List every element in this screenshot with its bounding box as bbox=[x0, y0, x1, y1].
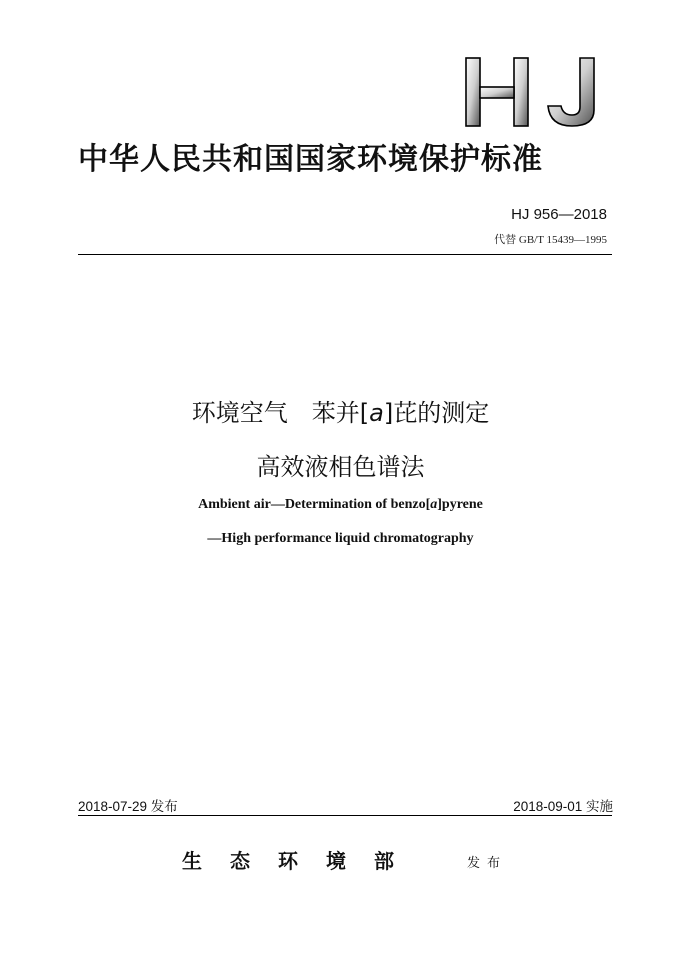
chinese-title-line-1 bbox=[0, 393, 681, 428]
title-cn-italic: a bbox=[369, 399, 384, 427]
issuing-ministry: 生态环境部 bbox=[182, 849, 422, 873]
standard-number: HJ 956—2018 bbox=[511, 206, 607, 223]
replaces-standard: 代替 GB/T 15439—1995 bbox=[494, 234, 607, 246]
english-title-line-1 bbox=[0, 497, 681, 513]
title-cn-pre: 苯并[ bbox=[311, 399, 370, 427]
hj-logo bbox=[462, 54, 602, 130]
title-cn-subject: 环境空气 bbox=[191, 399, 288, 427]
top-divider bbox=[78, 254, 612, 255]
issuing-authority-title: 中华人民共和国国家环境保护标准 bbox=[78, 142, 543, 177]
bottom-divider bbox=[78, 815, 612, 816]
title-cn-post: ]芘的测定 bbox=[383, 399, 490, 427]
title-en-pre: Ambient air—Determination of benzo[ bbox=[198, 497, 431, 512]
implementation-date: 2018-09-01 实施 bbox=[513, 799, 613, 814]
chinese-title-line-2: 高效液相色谱法 bbox=[256, 453, 425, 481]
publish-label: 发布 bbox=[467, 856, 508, 871]
issue-date: 2018-07-29 发布 bbox=[78, 799, 178, 814]
title-en-post: ]pyrene bbox=[437, 497, 483, 512]
english-title-line-2: —High performance liquid chromatography bbox=[207, 531, 474, 546]
title-en-italic: a bbox=[430, 497, 438, 512]
